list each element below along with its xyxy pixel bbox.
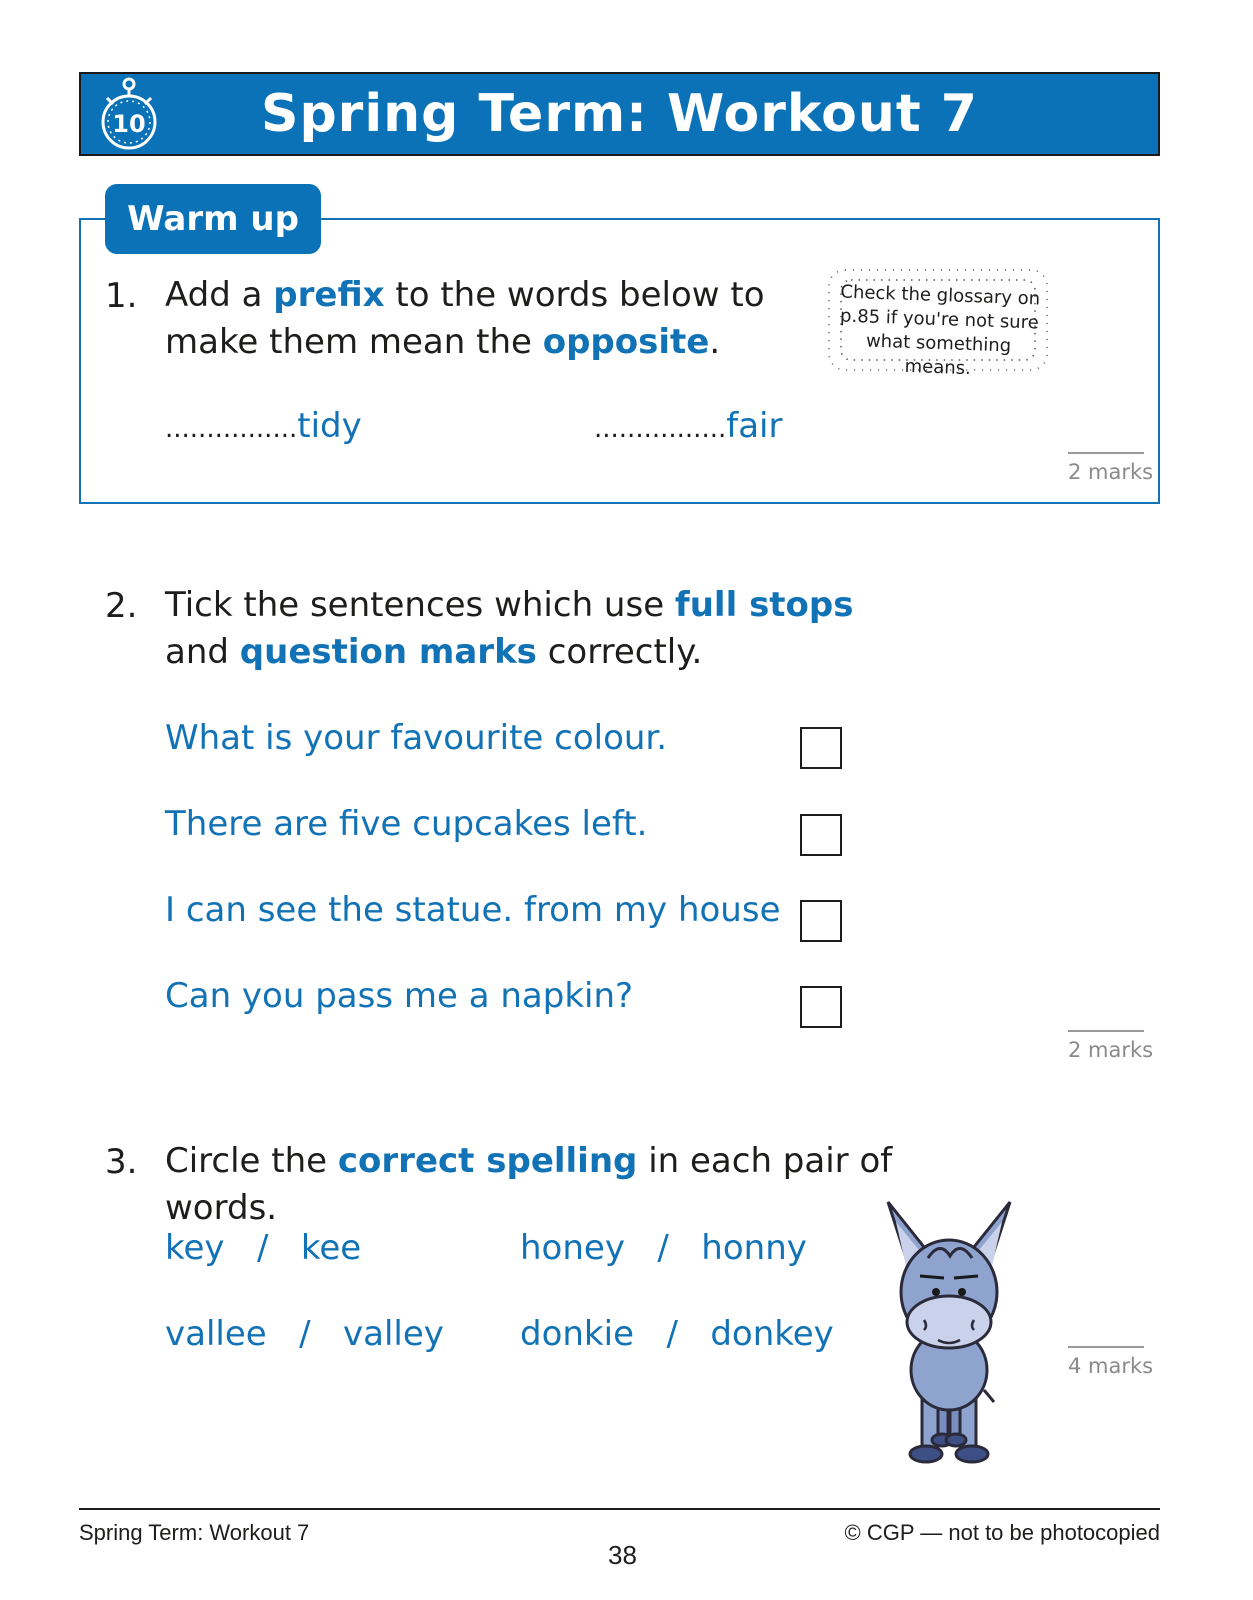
tick-box-1[interactable] — [800, 727, 842, 769]
footer-divider — [79, 1508, 1160, 1510]
page-header-banner — [79, 72, 1160, 156]
donkey-illustration — [880, 1200, 1020, 1470]
word-pair-4[interactable]: donkie / donkey — [520, 1314, 834, 1354]
marks-divider — [1068, 1030, 1144, 1032]
answer-blank-tidy[interactable]: ................tidy — [165, 406, 362, 446]
footer-right: © CGP — not to be photocopied — [844, 1520, 1160, 1545]
question-2-text: Tick the sentences which use full stops and question marks correctly. — [165, 585, 854, 672]
glossary-note: Check the glossary on p.85 if you're not sure what something means. — [839, 281, 1041, 380]
word-pair-2[interactable]: honey / honny — [520, 1228, 807, 1268]
page-title: Spring Term: Workout 7 — [261, 84, 978, 144]
marks-label: 2 marks — [1068, 460, 1154, 484]
warmup-tab: Warm up — [105, 184, 321, 254]
sentence-1: What is your favourite colour. — [165, 718, 668, 758]
marks-divider — [1068, 452, 1144, 454]
question-number: 2. — [105, 586, 138, 626]
tick-box-4[interactable] — [800, 986, 842, 1028]
page-number: 38 — [608, 1540, 637, 1570]
question-1-text: Add a prefix to the words below to make them mean the opposite. — [165, 275, 765, 362]
marks-label: 2 marks — [1068, 1038, 1154, 1062]
question-3-text: Circle the correct spelling in each pair of words. — [165, 1141, 893, 1228]
word-pair-3[interactable]: vallee / valley — [165, 1314, 444, 1354]
word-pair-1[interactable]: key / kee — [165, 1228, 362, 1268]
answer-blank-fair[interactable]: ................fair — [594, 406, 783, 446]
tick-box-2[interactable] — [800, 814, 842, 856]
footer-left: Spring Term: Workout 7 — [79, 1520, 310, 1545]
timer-number: 10 — [112, 110, 146, 138]
sentence-4: Can you pass me a napkin? — [165, 976, 634, 1016]
question-number: 1. — [105, 276, 138, 316]
question-number: 3. — [105, 1142, 138, 1182]
marks-label: 4 marks — [1068, 1354, 1154, 1378]
sentence-3: I can see the statue. from my house — [165, 890, 781, 930]
tick-box-3[interactable] — [800, 900, 842, 942]
marks-divider — [1068, 1346, 1144, 1348]
sentence-2: There are five cupcakes left. — [165, 804, 648, 844]
